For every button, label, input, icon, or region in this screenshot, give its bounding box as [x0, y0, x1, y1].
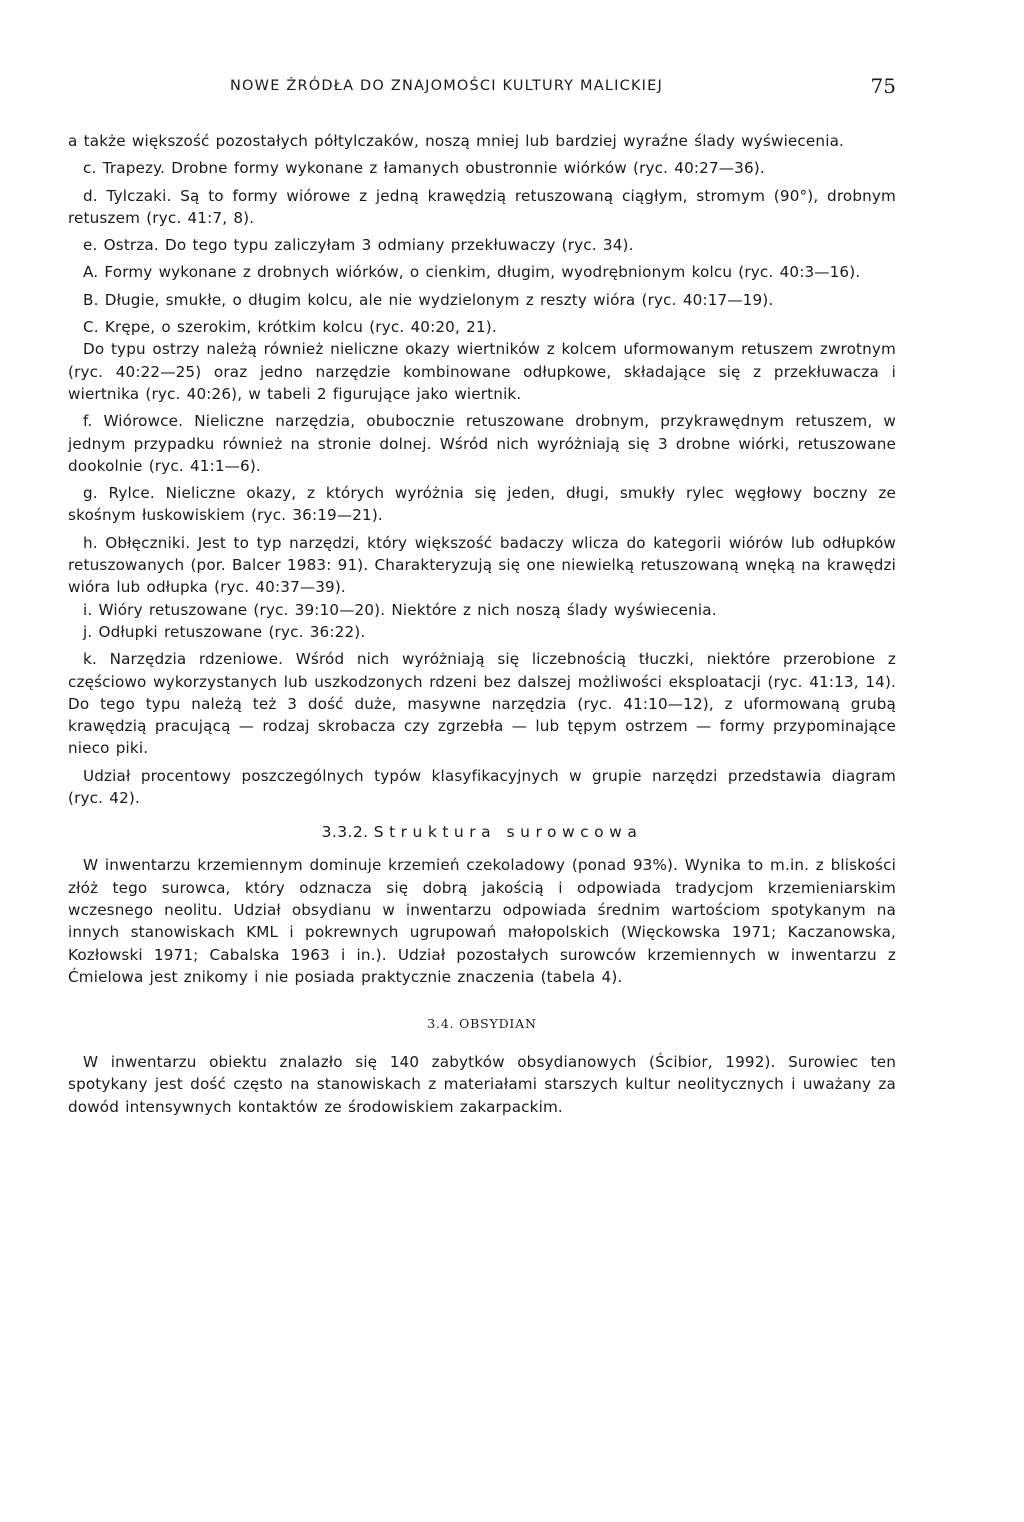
paragraph: A. Formy wykonane z drobnych wiórków, o cienkim, długim, wyodrębnionym kolcu (ryc. 40:3—16). — [83, 263, 861, 282]
paragraph: f. Wiórowce. Nieliczne narzędzia, obubocznie retuszowane drobnym, przykrawędnym retuszem, w jednym przypadku również na stronie dolnej. Wśród nich wyróżniają się 3 drobne wiórki, retuszowane dookolnie (ryc. 41:1—6). — [68, 412, 896, 475]
paragraph: g. Rylce. Nieliczne okazy, z których wyróżnia się jeden, długi, smukły rylec węgłowy boczny ze skośnym łuskowiskiem (ryc. 36:19—21). — [68, 484, 896, 525]
paragraph: Do typu ostrzy należą również nieliczne okazy wiertników z kolcem uformowanym retuszem zwrotnym (ryc. 40:22—25) oraz jedno narzędzie kombinowane odłupkowe, składające się z przekłuwacza i wiertnika (ryc. 40:26), w tabeli 2 figurujące jako wiertnik. — [68, 340, 896, 403]
subsection-heading — [68, 823, 896, 841]
subsection-title: Struktura surowcowa — [373, 823, 643, 842]
paragraph: k. Narzędzia rdzeniowe. Wśród nich wyróżniają się liczebnością tłuczki, niektóre przerobione z częściowo wykorzystanych lub uszkodzonych rdzeni bez dalszej możliwości eksploatacji (ryc. 41:13, 14). Do tego typu należą też 3 dość duże, masywne narzędzia (ryc. 41:10—12), z uformowaną grubą krawędzią pracującą — rodzaj skrobacza czy zgrzebła — lub tępym ostrzem — formy przypominające nieco piki. — [68, 650, 896, 758]
body-text — [68, 130, 896, 1118]
paragraph: W inwentarzu obiektu znalazło się 140 zabytków obsydianowych (Ścibior, 1992). Surowiec ten spotykany jest dość często na stanowiskach z materiałami starszych kultur neolitycznych i uważany za dowód intensywnych kontaktów ze środowiskiem zakarpackim. — [68, 1053, 896, 1116]
paragraph: c. Trapezy. Drobne formy wykonane z łamanych obustronnie wiórków (ryc. 40:27—36). — [83, 159, 765, 178]
page-number: 75 — [870, 74, 896, 98]
paragraph: a także większość pozostałych półtylczaków, noszą mniej lub bardziej wyraźne ślady wyświecenia. — [68, 132, 845, 150]
paragraph: d. Tylczaki. Są to formy wiórowe z jedną krawędzią retuszowaną ciągłym, stromym (90°), drobnym retuszem (ryc. 41:7, 8). — [68, 186, 896, 227]
paragraph: j. Odłupki retuszowane (ryc. 36:22). — [83, 622, 366, 641]
paragraph: e. Ostrza. Do tego typu zaliczyłam 3 odmiany przekłuwaczy (ryc. 34). — [83, 236, 634, 255]
paragraph: Udział procentowy poszczególnych typów klasyfikacyjnych w grupie narzędzi przedstawia diagram (ryc. 42). — [68, 766, 896, 808]
paragraph: i. Wióry retuszowane (ryc. 39:10—20). Niektóre z nich noszą ślady wyświecenia. — [83, 600, 717, 619]
paragraph: C. Krępe, o szerokim, krótkim kolcu (ryc. 40:20, 21). — [83, 318, 497, 337]
paragraph: B. Długie, smukłe, o długim kolcu, ale nie wydzielonym z reszty wióra (ryc. 40:17—19). — [83, 290, 774, 309]
running-header — [68, 76, 896, 100]
subsection-number: 3.3.2. — [321, 823, 369, 842]
running-title: NOWE ŹRÓDŁA DO ZNAJOMOŚCI KULTURY MALICKIEJ — [230, 78, 663, 94]
section-heading: 3.4. OBSYDIAN — [427, 1016, 537, 1032]
paragraph: h. Obłęczniki. Jest to typ narzędzi, który większość badaczy wlicza do kategorii wiórów lub odłupków retuszowanych (por. Balcer 1983: 91). Charakteryzują się one niewielką retuszowaną wnęką na krawędzi wióra lub odłupka (ryc. 40:37—39). — [68, 533, 896, 597]
paragraph: W inwentarzu krzemiennym dominuje krzemień czekoladowy (ponad 93%). Wynika to m.in. z bliskości złóż tego surowca, który odznacza się dobrą jakością i odpowiada tradycjom krzemieniarskim wczesnego neolitu. Udział obsydianu w inwentarzu odpowiada średnim wartościom spotykanym na innych stanowiskach KML i pokrewnych ugrupowań małopolskich (Więckowska 1971; Kaczanowska, Kozłowski 1971; Cabalska 1963 i in.). Udział pozostałych surowców krzemiennych w inwentarzu z Ćmielowa jest znikomy i nie posiada praktycznie znaczenia (tabela 4). — [68, 856, 896, 986]
